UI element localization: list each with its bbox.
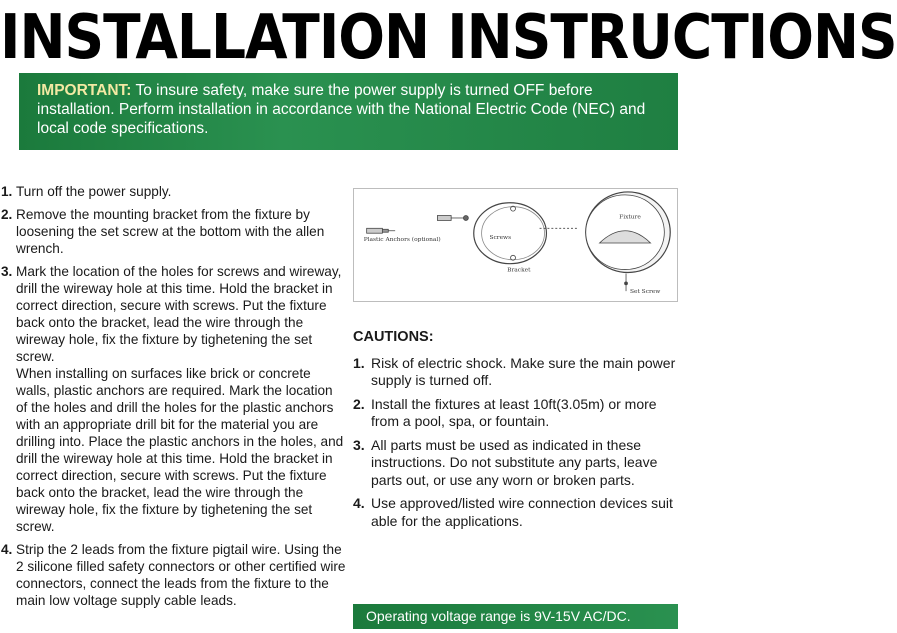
step-text: Strip the 2 leads from the fixture pigtail wire. Using the 2 silicone filled safety connectors or other certified wire connectors, connect the leads from the fixture to the main low voltage supply cable leads. bbox=[16, 542, 346, 608]
installation-steps bbox=[0, 183, 346, 615]
step-text: Mark the location of the holes for screws and wireway, drill the wireway hole at this time. Hold the bracket in correct direction, secure with screws. Put the fixture back onto the bracket, lead the wire through the wireway hole, fix the fixture by tighetening the set screw. bbox=[16, 264, 342, 364]
step-text: Remove the mounting bracket from the fixture by loosening the set screw at the bottom with the allen wrench. bbox=[16, 207, 325, 256]
caution-3 bbox=[353, 437, 679, 490]
step-number: 1. bbox=[1, 184, 13, 199]
installation-diagram bbox=[353, 188, 678, 302]
caution-text: Risk of electric shock. Make sure the main power supply is turned off. bbox=[371, 354, 676, 388]
label-set-screw: Set Screw bbox=[629, 289, 661, 296]
cautions-section bbox=[353, 329, 679, 536]
exploded-view-illustration bbox=[354, 189, 677, 301]
caution-number: 3. bbox=[353, 436, 365, 453]
important-label: IMPORTANT: bbox=[37, 82, 132, 99]
caution-text: Use approved/listed wire connection devices suit able for the applications. bbox=[371, 495, 673, 529]
step-number: 2. bbox=[1, 207, 13, 222]
step-text: Turn off the power supply. bbox=[16, 184, 172, 199]
important-text: To insure safety, make sure the power supply is turned OFF before installation. Perform installation in accordance with the National Electric Code (NEC) and local code specifications. bbox=[37, 82, 646, 137]
caution-text: All parts must be used as indicated in these instructions. Do not substitute any parts, leave parts out, or use any worn or broken parts. bbox=[371, 436, 658, 488]
label-bracket: Bracket bbox=[507, 267, 531, 274]
label-plastic-anchors: Plastic Anchors (optional) bbox=[363, 237, 441, 244]
step-3 bbox=[0, 263, 346, 535]
label-fixture: Fixture bbox=[619, 214, 641, 221]
caution-number: 2. bbox=[353, 395, 365, 412]
caution-4 bbox=[353, 495, 679, 530]
caution-2 bbox=[353, 396, 679, 431]
operating-voltage-note: Operating voltage range is 9V-15V AC/DC. bbox=[353, 604, 678, 629]
caution-text: Install the fixtures at least 10ft(3.05m) or more from a pool, spa, or fountain. bbox=[371, 395, 657, 429]
caution-number: 4. bbox=[353, 495, 365, 511]
cautions-heading: CAUTIONS: bbox=[353, 329, 434, 345]
step-text-masonry: When installing on surfaces like brick or concrete walls, plastic anchors are required. Mark the location of the holes and drill the holes for the plastic anchors with an appropriate drill bit for the material you are drilling into. Place the plastic anchors in the holes, and drill the wireway hole at this time. Hold the bracket in correct direction, secure with screws. Put the fixture back onto the bracket, lead the wire through the wireway hole, fix the fixture by tighetening the set screw. bbox=[16, 366, 344, 534]
step-number: 4. bbox=[1, 542, 13, 557]
caution-1 bbox=[353, 355, 679, 390]
label-screws: Screws bbox=[489, 235, 512, 242]
caution-number: 1. bbox=[353, 354, 365, 371]
step-4 bbox=[0, 541, 346, 609]
page-title: INSTALLATION INSTRUCTIONS bbox=[0, 1, 897, 73]
step-1 bbox=[0, 183, 346, 200]
step-number: 3. bbox=[1, 264, 13, 279]
step-2 bbox=[0, 206, 346, 257]
important-banner bbox=[19, 73, 678, 150]
